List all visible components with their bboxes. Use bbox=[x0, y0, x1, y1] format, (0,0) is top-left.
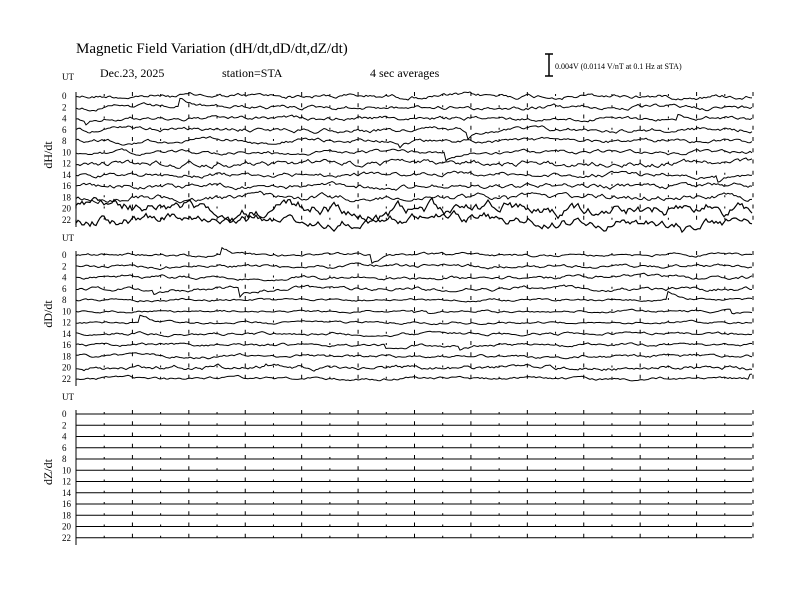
row-label: 0 bbox=[62, 409, 67, 419]
row-label: 20 bbox=[62, 362, 71, 373]
ylabel-1: dD/dt bbox=[41, 300, 55, 328]
panels-group bbox=[41, 72, 753, 545]
chart-title: Magnetic Field Variation (dH/dt,dD/dt,dZ/dt) bbox=[76, 41, 348, 57]
row-label: 12 bbox=[62, 158, 71, 169]
row-label: 6 bbox=[62, 283, 67, 294]
date-label: Dec.23, 2025 bbox=[100, 66, 165, 80]
row-label: 18 bbox=[62, 510, 71, 521]
ut-label: UT bbox=[62, 392, 74, 402]
row-label: 6 bbox=[62, 124, 67, 135]
row-label: 12 bbox=[62, 476, 71, 487]
trace-0-9 bbox=[76, 191, 752, 203]
row-label: 14 bbox=[62, 169, 71, 180]
row-label: 8 bbox=[62, 136, 67, 146]
row-label: 12 bbox=[62, 317, 71, 328]
scale-bar bbox=[545, 54, 553, 76]
station-label: station=STA bbox=[222, 66, 283, 80]
row-label: 16 bbox=[62, 340, 71, 350]
row-label: 2 bbox=[62, 261, 67, 272]
row-label: 10 bbox=[62, 147, 71, 158]
row-label: 8 bbox=[62, 295, 67, 305]
ut-label: UT bbox=[62, 72, 74, 82]
ylabel-2: dZ/dt bbox=[41, 459, 55, 485]
scale-label: 0.004V (0.0114 V/nT at 0.1 Hz at STA) bbox=[555, 62, 682, 71]
panel-dzdt bbox=[41, 392, 753, 545]
trace-1-0 bbox=[76, 248, 752, 264]
row-label: 6 bbox=[62, 442, 67, 453]
row-label: 10 bbox=[62, 306, 71, 317]
row-label: 14 bbox=[62, 487, 71, 498]
row-label: 8 bbox=[62, 454, 67, 464]
row-label: 16 bbox=[62, 499, 71, 509]
row-label: 22 bbox=[62, 373, 71, 384]
row-label: 4 bbox=[62, 431, 67, 442]
panel-dhdt bbox=[41, 72, 753, 232]
panel-dddt bbox=[41, 233, 753, 386]
row-label: 0 bbox=[62, 250, 67, 260]
row-label: 2 bbox=[62, 420, 67, 431]
row-label: 22 bbox=[62, 532, 71, 543]
row-label: 2 bbox=[62, 102, 67, 113]
row-label: 22 bbox=[62, 214, 71, 225]
row-label: 14 bbox=[62, 328, 71, 339]
row-label: 10 bbox=[62, 465, 71, 476]
row-label: 4 bbox=[62, 272, 67, 283]
trace-0-11 bbox=[76, 211, 752, 232]
ylabel-0: dH/dt bbox=[41, 141, 55, 169]
averaging-label: 4 sec averages bbox=[370, 66, 440, 80]
row-label: 20 bbox=[62, 521, 71, 532]
row-label: 0 bbox=[62, 91, 67, 101]
ut-label: UT bbox=[62, 233, 74, 243]
row-label: 4 bbox=[62, 113, 67, 124]
row-label: 20 bbox=[62, 203, 71, 214]
row-label: 18 bbox=[62, 192, 71, 203]
row-label: 16 bbox=[62, 181, 71, 191]
row-label: 18 bbox=[62, 351, 71, 362]
